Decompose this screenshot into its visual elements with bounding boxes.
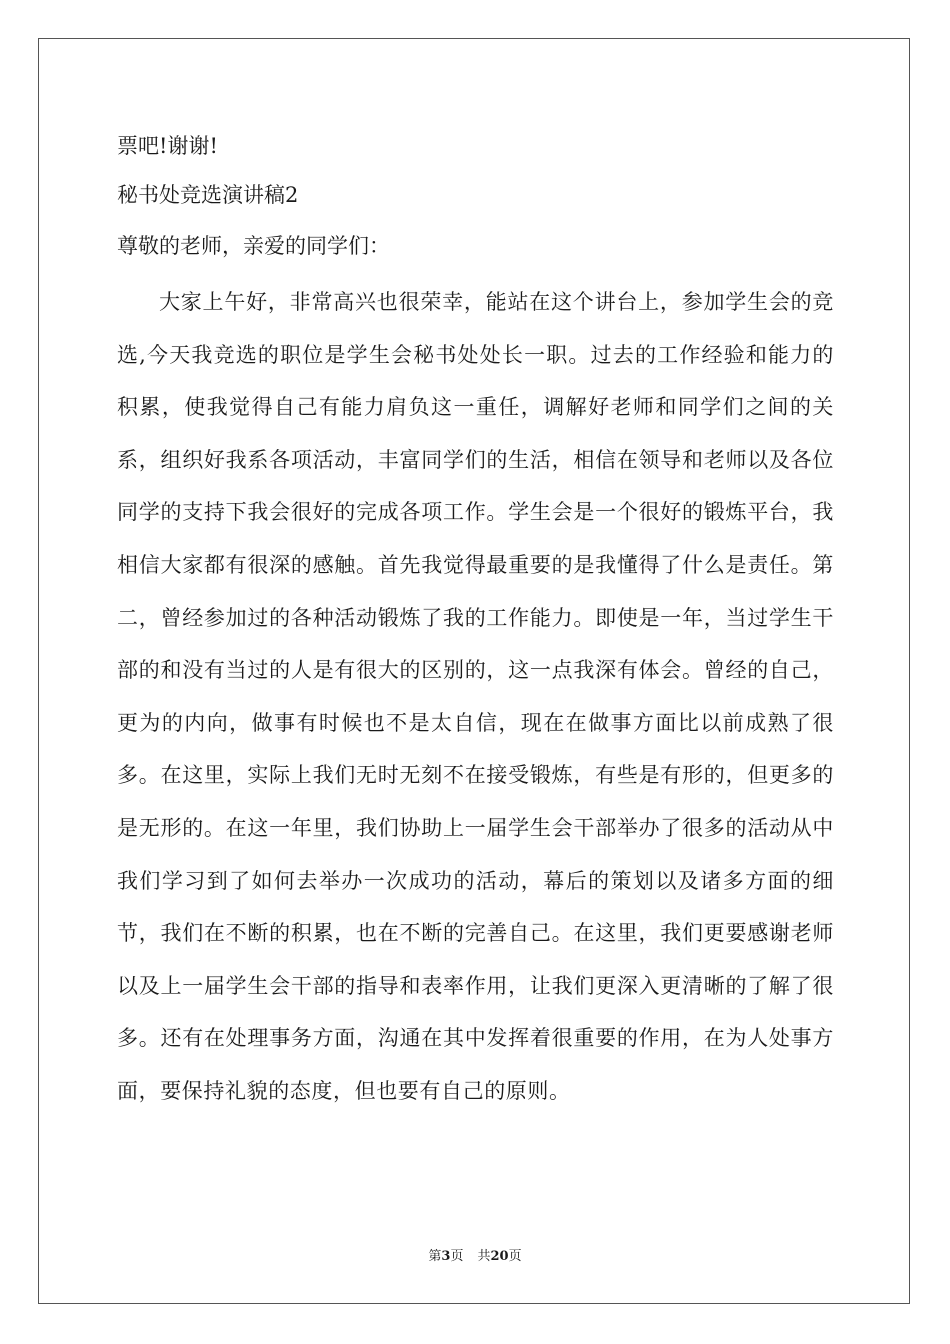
body-paragraph: 大家上午好，非常高兴也很荣幸，能站在这个讲台上，参加学生会的竞选,今天我竞选的职位是学生会秘书处处长一职。过去的工作经验和能力的积累，使我觉得自己有能力肩负这一重任，调解好老师和同学们之间的关系，组织好我系各项活动，丰富同学们的生活，相信在领导和老师以及各位同学的支持下我会很好的完成各项工作。学生会是一个很好的锻炼平台，我相信大家都有很深的感触。首先我觉得最重要的是我懂得了什么是责任。第二，曾经参加过的各种活动锻炼了我的工作能力。即使是一年，当过学生干部的和没有当过的人是有很大的区别的，这一点我深有体会。曾经的自己，更为的内向，做事有时候也不是太自信，现在在做事方面比以前成熟了很多。在这里，实际上我们无时无刻不在接受锻炼，有些是有形的，但更多的是无形的。在这一年里，我们协助上一届学生会干部举办了很多的活动从中我们学习到了如何去举办一次成功的活动，幕后的策划以及诸多方面的细节，我们在不断的积累，也在不断的完善自己。在这里，我们更要感谢老师以及上一届学生会干部的指导和表率作用，让我们更深入更清晰的了解了很多。还有在处理事务方面，沟通在其中发挥着很重要的作用，在为人处事方面，要保持礼貌的态度，但也要有自己的原则。 xyxy=(117,290,834,1103)
document-body xyxy=(117,122,834,1118)
page-prefix: 第 xyxy=(428,1249,442,1264)
total-suffix: 页 xyxy=(508,1249,522,1264)
document-heading: 秘书处竞选演讲稿2 xyxy=(117,183,299,207)
total-pages: 20 xyxy=(490,1249,509,1264)
salutation: 尊敬的老师，亲爱的同学们： xyxy=(117,234,390,258)
page-footer xyxy=(0,1245,950,1264)
page-suffix: 页 xyxy=(450,1249,464,1264)
closing-line: 票吧!谢谢! xyxy=(117,134,218,158)
total-prefix: 共 xyxy=(477,1249,491,1264)
page-number: 3 xyxy=(441,1249,451,1264)
